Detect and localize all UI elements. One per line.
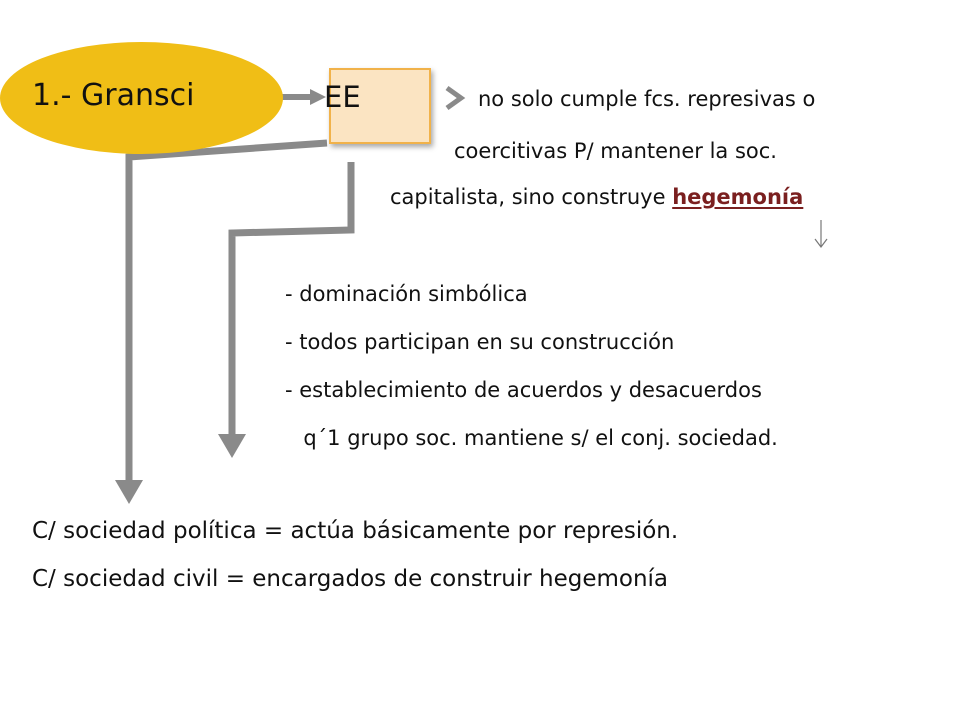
hegemonia-keyword: hegemonía: [672, 185, 804, 209]
bullet-item: - todos participan en su construcción: [285, 330, 675, 354]
ee-label: EE: [324, 80, 361, 114]
bullet-item: - dominación simbólica: [285, 282, 528, 306]
left-long-arrowhead: [115, 480, 143, 504]
paragraph-line-1: no solo cumple fcs. represivas o: [478, 87, 816, 111]
bullet-item: q´1 grupo soc. mantiene s/ el conj. sociedad.: [290, 426, 778, 450]
paragraph-line-2: coercitivas P/ mantener la soc.: [454, 139, 777, 163]
paragraph-line-3: [390, 185, 803, 209]
box-to-text-chevron: [447, 88, 461, 108]
paragraph-line-3-prefix: capitalista, sino construye: [390, 185, 673, 209]
bullet-item: - establecimiento de acuerdos y desacuerdos: [285, 378, 762, 402]
conclusion-civil-society: C/ sociedad civil = encargados de construir hegemonía: [32, 566, 669, 592]
conclusion-political-society: C/ sociedad política = actúa básicamente por represión.: [32, 518, 679, 544]
author-label: 1.- Gransci: [32, 78, 195, 113]
inner-arrowhead: [218, 434, 246, 458]
